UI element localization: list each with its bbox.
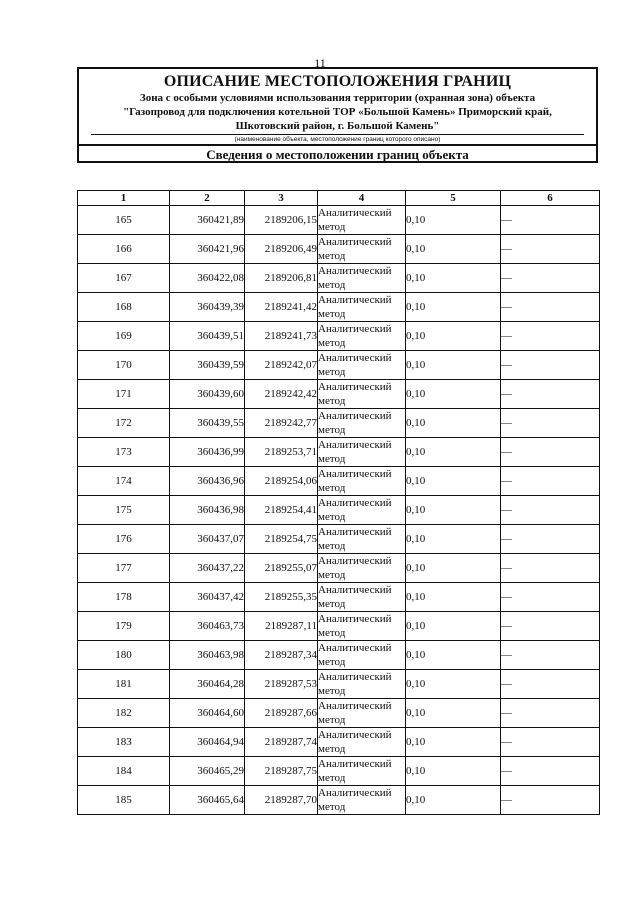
table-row [78, 786, 600, 815]
accuracy-cell: 0,10 [406, 235, 501, 264]
caption-rule [91, 134, 584, 135]
point-number-cell: 179 [78, 612, 170, 641]
y-coordinate-cell: 2189287,75 [245, 757, 318, 786]
accuracy-cell: 0,10 [406, 264, 501, 293]
accuracy-cell: 0,10 [406, 293, 501, 322]
accuracy-cell: 0,10 [406, 525, 501, 554]
y-coordinate-cell: 2189287,34 [245, 641, 318, 670]
description-cell: — [501, 612, 600, 641]
y-coordinate-cell: 2189253,71 [245, 438, 318, 467]
table-row [78, 496, 600, 525]
method-cell: Аналитический метод [318, 351, 406, 380]
point-number-cell: 185 [78, 786, 170, 815]
point-number-cell: 177 [78, 554, 170, 583]
accuracy-cell: 0,10 [406, 206, 501, 235]
y-coordinate-cell: 2189287,53 [245, 670, 318, 699]
method-cell: Аналитический метод [318, 525, 406, 554]
description-cell: — [501, 641, 600, 670]
accuracy-cell: 0,10 [406, 757, 501, 786]
accuracy-cell: 0,10 [406, 786, 501, 815]
description-cell: — [501, 438, 600, 467]
table-row [78, 583, 600, 612]
accuracy-cell: 0,10 [406, 641, 501, 670]
y-coordinate-cell: 2189254,75 [245, 525, 318, 554]
table-row [78, 409, 600, 438]
method-cell: Аналитический метод [318, 409, 406, 438]
object-name-line-2: Шкотовский район, г. Большой Камень" [235, 120, 440, 132]
column-header: 6 [501, 191, 600, 206]
accuracy-cell: 0,10 [406, 496, 501, 525]
table-row [78, 641, 600, 670]
y-coordinate-cell: 2189206,49 [245, 235, 318, 264]
x-coordinate-cell: 360422,08 [170, 264, 245, 293]
table-row [78, 670, 600, 699]
accuracy-cell: 0,10 [406, 380, 501, 409]
table-row [78, 322, 600, 351]
description-cell: — [501, 699, 600, 728]
method-cell: Аналитический метод [318, 264, 406, 293]
point-number-cell: 169 [78, 322, 170, 351]
table-row [78, 264, 600, 293]
accuracy-cell: 0,10 [406, 699, 501, 728]
point-number-cell: 167 [78, 264, 170, 293]
method-cell: Аналитический метод [318, 641, 406, 670]
method-cell: Аналитический метод [318, 380, 406, 409]
table-row [78, 235, 600, 264]
description-cell: — [501, 293, 600, 322]
object-caption: (наименование объекта, местоположение границ которого описано) [234, 136, 441, 143]
accuracy-cell: 0,10 [406, 670, 501, 699]
description-cell: — [501, 235, 600, 264]
table-row [78, 728, 600, 757]
header-divider [79, 144, 596, 146]
table-row [78, 612, 600, 641]
x-coordinate-cell: 360436,98 [170, 496, 245, 525]
accuracy-cell: 0,10 [406, 438, 501, 467]
method-cell: Аналитический метод [318, 293, 406, 322]
accuracy-cell: 0,10 [406, 583, 501, 612]
x-coordinate-cell: 360464,60 [170, 699, 245, 728]
table-row [78, 467, 600, 496]
accuracy-cell: 0,10 [406, 554, 501, 583]
x-coordinate-cell: 360463,73 [170, 612, 245, 641]
method-cell: Аналитический метод [318, 757, 406, 786]
y-coordinate-cell: 2189287,74 [245, 728, 318, 757]
method-cell: Аналитический метод [318, 583, 406, 612]
y-coordinate-cell: 2189242,07 [245, 351, 318, 380]
table-header-row [78, 191, 600, 206]
table-row [78, 554, 600, 583]
section-subtitle: Сведения о местоположении границ объекта [206, 147, 469, 162]
table-row [78, 699, 600, 728]
point-number-cell: 173 [78, 438, 170, 467]
accuracy-cell: 0,10 [406, 467, 501, 496]
y-coordinate-cell: 2189287,66 [245, 699, 318, 728]
y-coordinate-cell: 2189241,42 [245, 293, 318, 322]
x-coordinate-cell: 360439,59 [170, 351, 245, 380]
y-coordinate-cell: 2189242,77 [245, 409, 318, 438]
x-coordinate-cell: 360439,39 [170, 293, 245, 322]
point-number-cell: 184 [78, 757, 170, 786]
point-number-cell: 181 [78, 670, 170, 699]
description-cell: — [501, 322, 600, 351]
method-cell: Аналитический метод [318, 728, 406, 757]
description-cell: — [501, 380, 600, 409]
x-coordinate-cell: 360464,94 [170, 728, 245, 757]
description-cell: — [501, 554, 600, 583]
point-number-cell: 172 [78, 409, 170, 438]
document-title: ОПИСАНИЕ МЕСТОПОЛОЖЕНИЯ ГРАНИЦ [163, 73, 512, 90]
x-coordinate-cell: 360437,07 [170, 525, 245, 554]
table-row [78, 438, 600, 467]
table-row [78, 351, 600, 380]
x-coordinate-cell: 360465,29 [170, 757, 245, 786]
method-cell: Аналитический метод [318, 670, 406, 699]
method-cell: Аналитический метод [318, 786, 406, 815]
coordinates-table [77, 190, 600, 815]
x-coordinate-cell: 360439,51 [170, 322, 245, 351]
y-coordinate-cell: 2189206,81 [245, 264, 318, 293]
accuracy-cell: 0,10 [406, 322, 501, 351]
accuracy-cell: 0,10 [406, 728, 501, 757]
y-coordinate-cell: 2189255,35 [245, 583, 318, 612]
zone-description: Зона с особыми условиями использования территории (охранная зона) объекта [139, 92, 536, 104]
point-number-cell: 175 [78, 496, 170, 525]
point-number-cell: 174 [78, 467, 170, 496]
accuracy-cell: 0,10 [406, 409, 501, 438]
description-cell: — [501, 264, 600, 293]
method-cell: Аналитический метод [318, 438, 406, 467]
description-cell: — [501, 786, 600, 815]
method-cell: Аналитический метод [318, 612, 406, 641]
point-number-cell: 166 [78, 235, 170, 264]
y-coordinate-cell: 2189254,06 [245, 467, 318, 496]
method-cell: Аналитический метод [318, 496, 406, 525]
column-header: 2 [170, 191, 245, 206]
x-coordinate-cell: 360421,96 [170, 235, 245, 264]
point-number-cell: 170 [78, 351, 170, 380]
point-number-cell: 183 [78, 728, 170, 757]
y-coordinate-cell: 2189242,42 [245, 380, 318, 409]
table-row [78, 206, 600, 235]
x-coordinate-cell: 360465,64 [170, 786, 245, 815]
x-coordinate-cell: 360437,42 [170, 583, 245, 612]
x-coordinate-cell: 360439,60 [170, 380, 245, 409]
method-cell: Аналитический метод [318, 554, 406, 583]
method-cell: Аналитический метод [318, 322, 406, 351]
description-cell: — [501, 351, 600, 380]
y-coordinate-cell: 2189255,07 [245, 554, 318, 583]
y-coordinate-cell: 2189287,70 [245, 786, 318, 815]
x-coordinate-cell: 360436,96 [170, 467, 245, 496]
y-coordinate-cell: 2189287,11 [245, 612, 318, 641]
method-cell: Аналитический метод [318, 206, 406, 235]
description-cell: — [501, 206, 600, 235]
object-name-line-1: "Газопровод для подключения котельной ТОР «Большой Камень» Приморский край, [123, 106, 552, 118]
description-cell: — [501, 728, 600, 757]
page-number: 11 [314, 56, 326, 70]
description-cell: — [501, 757, 600, 786]
description-cell: — [501, 409, 600, 438]
column-header: 5 [406, 191, 501, 206]
point-number-cell: 168 [78, 293, 170, 322]
method-cell: Аналитический метод [318, 699, 406, 728]
description-cell: — [501, 670, 600, 699]
y-coordinate-cell: 2189206,15 [245, 206, 318, 235]
method-cell: Аналитический метод [318, 235, 406, 264]
document-header [77, 67, 598, 163]
description-cell: — [501, 525, 600, 554]
description-cell: — [501, 583, 600, 612]
point-number-cell: 171 [78, 380, 170, 409]
description-cell: — [501, 496, 600, 525]
point-number-cell: 180 [78, 641, 170, 670]
x-coordinate-cell: 360436,99 [170, 438, 245, 467]
description-cell: — [501, 467, 600, 496]
x-coordinate-cell: 360463,98 [170, 641, 245, 670]
y-coordinate-cell: 2189241,73 [245, 322, 318, 351]
table-row [78, 525, 600, 554]
column-header: 4 [318, 191, 406, 206]
accuracy-cell: 0,10 [406, 612, 501, 641]
table-row [78, 380, 600, 409]
x-coordinate-cell: 360464,28 [170, 670, 245, 699]
point-number-cell: 165 [78, 206, 170, 235]
x-coordinate-cell: 360421,89 [170, 206, 245, 235]
point-number-cell: 176 [78, 525, 170, 554]
point-number-cell: 182 [78, 699, 170, 728]
x-coordinate-cell: 360439,55 [170, 409, 245, 438]
y-coordinate-cell: 2189254,41 [245, 496, 318, 525]
method-cell: Аналитический метод [318, 467, 406, 496]
x-coordinate-cell: 360437,22 [170, 554, 245, 583]
table-row [78, 757, 600, 786]
table-row [78, 293, 600, 322]
accuracy-cell: 0,10 [406, 351, 501, 380]
column-header: 3 [245, 191, 318, 206]
column-header: 1 [78, 191, 170, 206]
point-number-cell: 178 [78, 583, 170, 612]
